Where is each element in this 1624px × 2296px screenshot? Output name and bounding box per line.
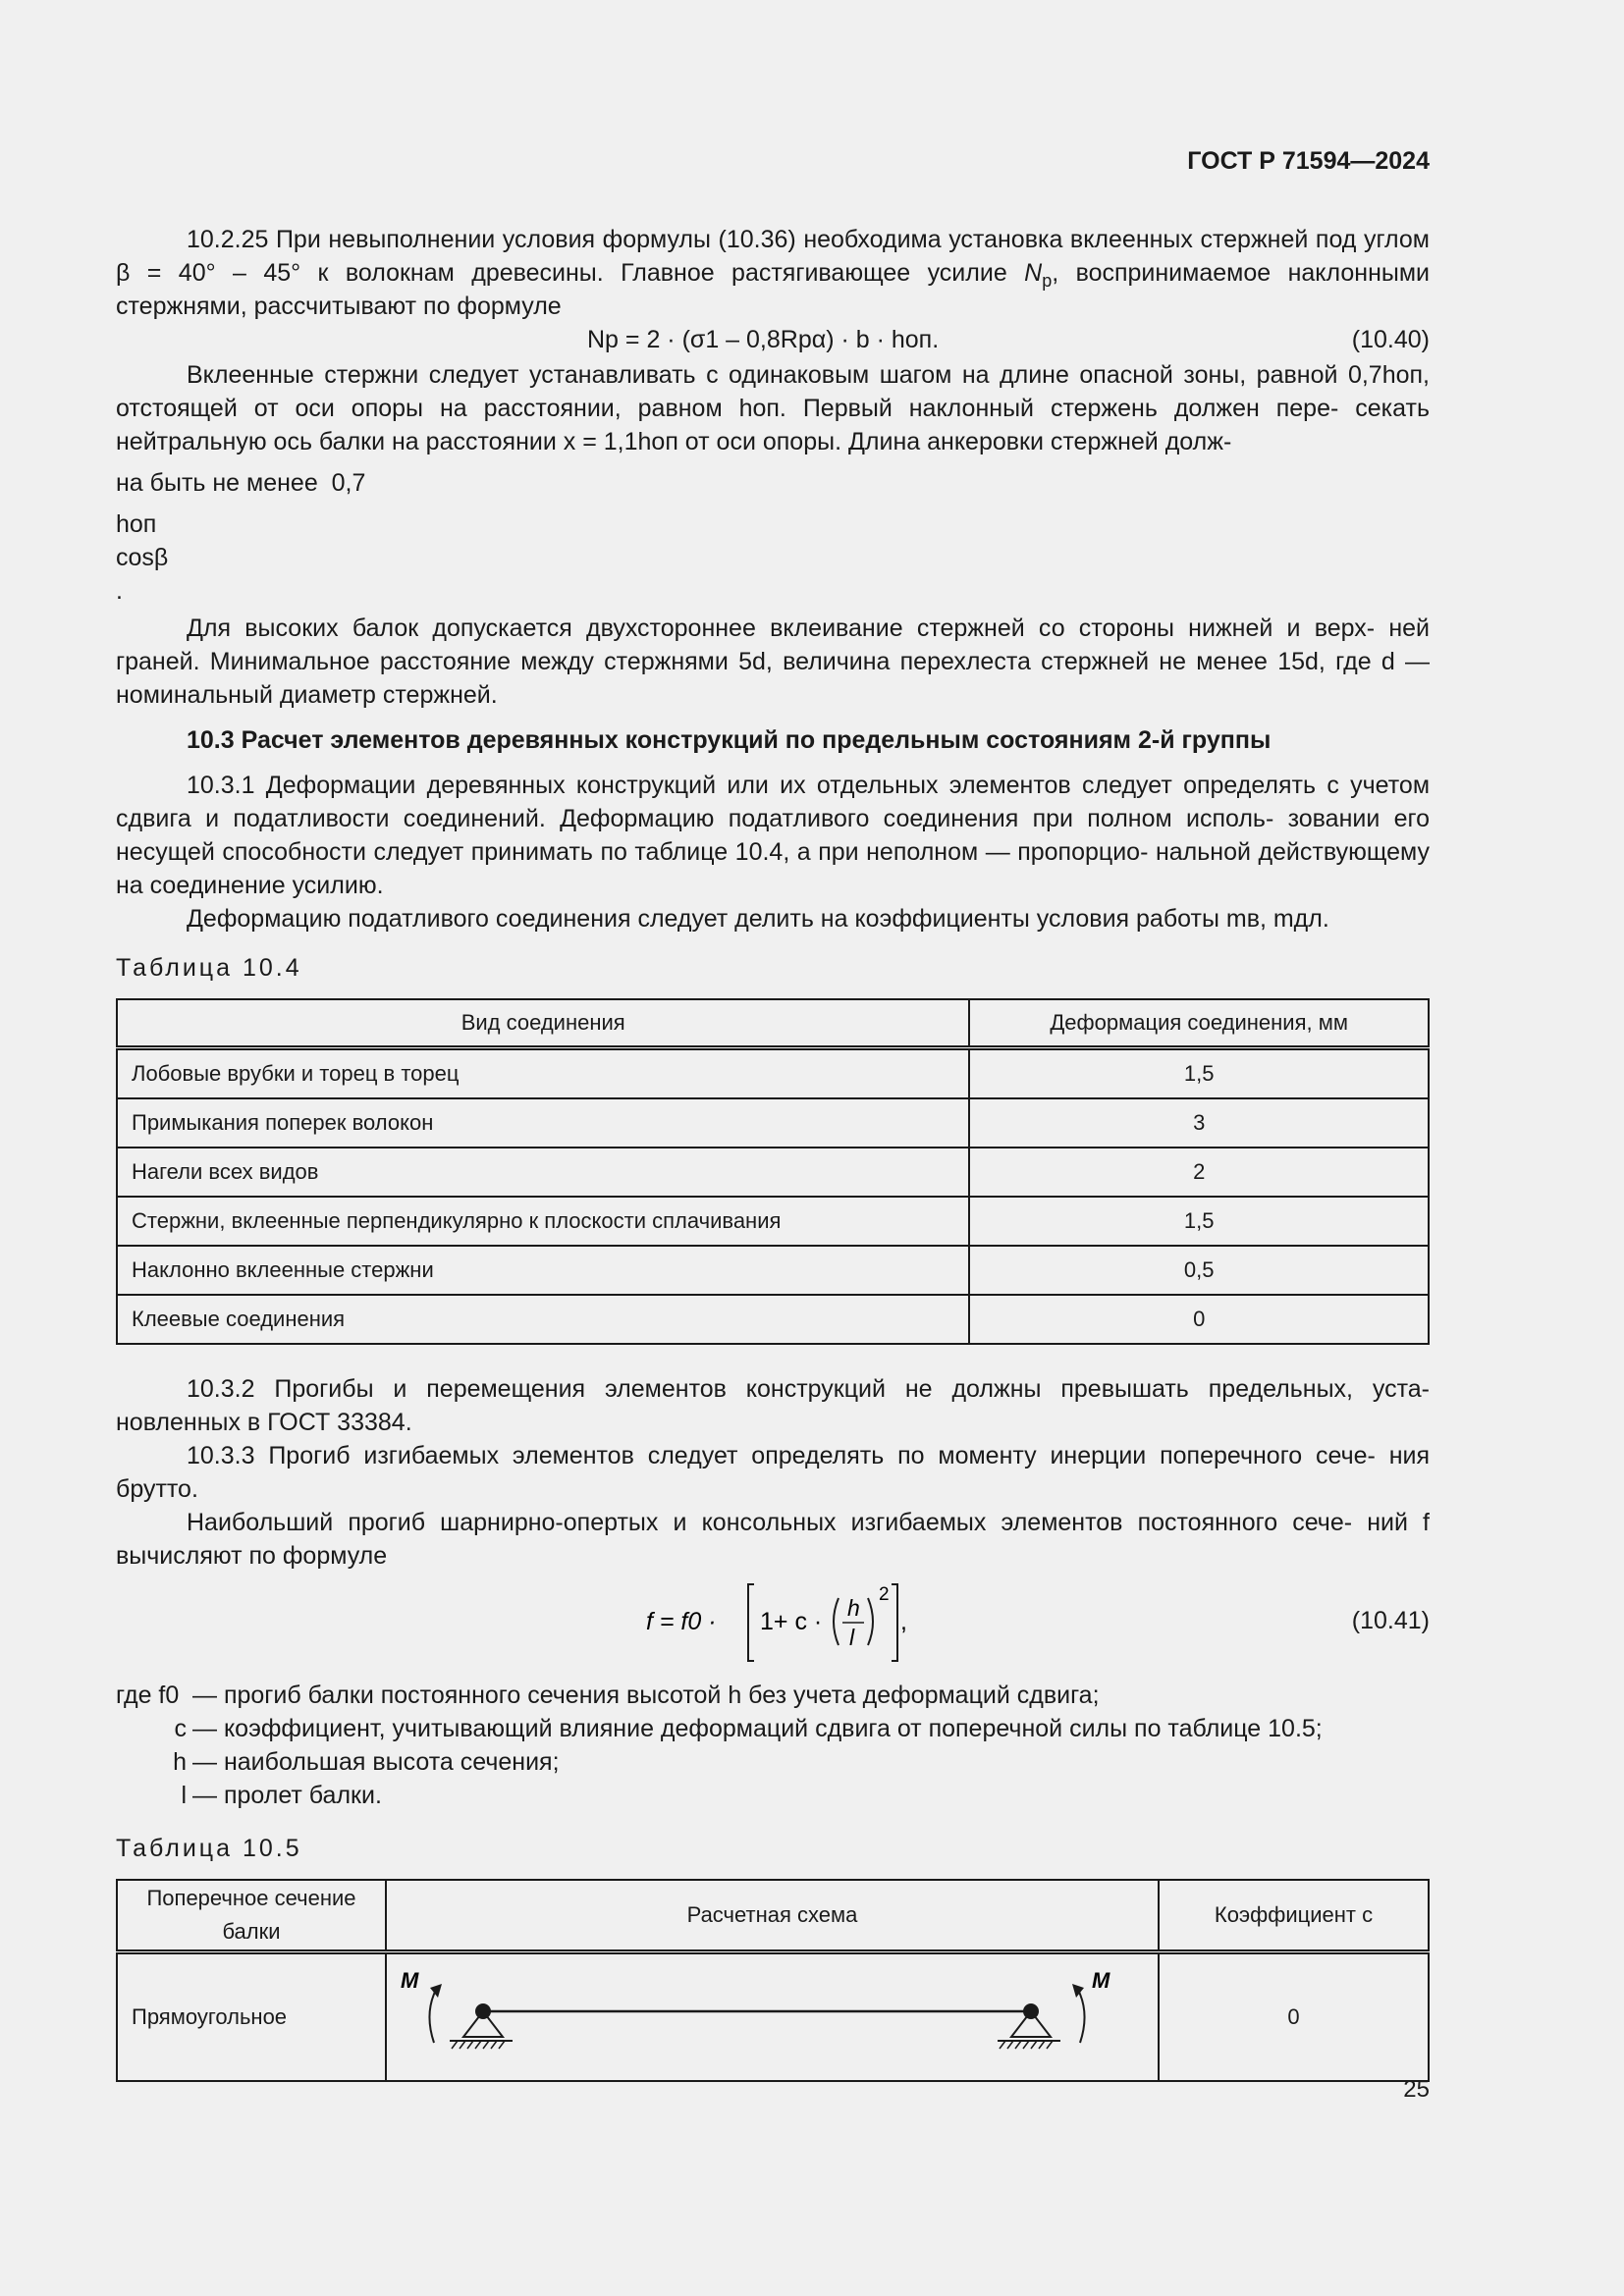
table-row: Наклонно вклеенные стержни 0,5: [117, 1246, 1429, 1295]
list-item: l — пролет балки.: [181, 1782, 382, 1809]
beam-scheme-cell: [386, 1952, 1159, 2082]
anchor-length-line: на быть не менее 0,7: [116, 469, 366, 497]
formula-graphic: [646, 1573, 1058, 1671]
table-row: Нагели всех видов 2: [117, 1148, 1429, 1197]
document-id: ГОСТ Р 71594—2024: [1187, 147, 1430, 175]
table-caption: Таблица 10.4: [116, 954, 302, 982]
formula-numerator: h: [847, 1595, 860, 1621]
where-list: [116, 1679, 1430, 1812]
paragraph-10-3-1: 10.3.1 Деформации деревянных конструкций или их отдельных элементов следует определять с учетом сдвига и податливости соединений. Деформацию податливого соединения при полном исполь- зовании его несущей способности следует принимать по таблице 10.4, а при неполном — пропорцио- нальной действующему на соединение усилию.: [116, 772, 1431, 899]
section-heading: 10.3 Расчет элементов деревянных конструкций по предельным состояниям 2-й группы: [187, 726, 1272, 754]
column-header: Вид соединения: [117, 999, 969, 1048]
column-header: Деформация соединения, мм: [969, 999, 1429, 1048]
left-moment-label: M: [401, 1968, 419, 1993]
table-header-row: [117, 999, 1429, 1048]
paragraph-10-3-2: 10.3.2 Прогибы и перемещения элементов конструкций не должны превышать предельных, уста- новленных в ГОСТ 33384.: [116, 1375, 1430, 1436]
table-header-row: [117, 1880, 1429, 1952]
right-moment-label: M: [1092, 1968, 1110, 1993]
paragraph-rods: Вклеенные стержни следует устанавливать с одинаковым шагом на длине опасной зоны, равной 0,7hоп, отстоящей от оси опоры на расстоянии, равном hоп. Первый наклонный стержень должен пере- секать нейтральную ось балки на расстоянии x = 1,1hоп от оси опоры. Длина анкеровки стержней долж-: [116, 361, 1430, 455]
table-10-4: [116, 998, 1430, 1345]
page-number: 25: [1403, 2076, 1430, 2103]
table-10-5: [116, 1879, 1430, 2082]
column-header: Коэффициент c: [1159, 1880, 1429, 1952]
table-caption: Таблица 10.5: [116, 1835, 302, 1862]
formula-10-41: [116, 1573, 1430, 1671]
formula-lhs: f = f0 ·: [646, 1608, 717, 1635]
formula-tail: ,: [900, 1608, 907, 1635]
formula-number: (10.41): [1351, 1607, 1430, 1634]
beam-diagram: [387, 1954, 1156, 2070]
paragraph-10-3-3: 10.3.3 Прогиб изгибаемых элементов следует определять по моменту инерции поперечного сече- ния брутто.: [116, 1442, 1430, 1503]
paragraph-high-beams: Для высоких балок допускается двухстороннее вклеивание стержней со стороны нижней и верх- ней граней. Минимальное расстояние между стержнями 5d, величина перехлеста стержней не менее 15d, где d — номинальный диаметр стержней.: [116, 614, 1430, 709]
paragraph-10-2-25: 10.2.25 При невыполнении условия формулы (10.36) необходима установка вклеенных стержней под углом β = 40° – 45° к волокнам древесины. Главное растягивающее усилие $N_р$, воспринимаемое наклонными стержнями, рассчитывают по формуле: [116, 226, 1430, 320]
formula-denominator: l: [849, 1625, 855, 1650]
left-moment-arrow: [429, 1990, 436, 2043]
table-row: Лобовые врубки и торец в торец 1,5: [117, 1048, 1429, 1099]
column-header: Поперечное сечение балки: [117, 1880, 386, 1952]
right-moment-arrow: [1078, 1990, 1085, 2043]
formula-number: (10.40): [1351, 326, 1430, 353]
paragraph-max-deflection: Наибольший прогиб шарнирно-опертых и консольных изгибаемых элементов постоянного сече- ний f вычисляют по формуле: [116, 1509, 1430, 1570]
body-text: 10.2.25 При невыполнении условия формулы (10.36) необходима установка вклеенных стержней под углом β = 40° – 45° к волокнам древесины. Главное растягивающее усилие $N_р$, воспринимаемое наклонными стержнями, рассчитывают по формуле Nр = 2 · (σ1 – 0,8Rрα) · b · hоп. (10.40) Вклеенные стержни следует устанавливать с одинаковым шагом на длине опасной зоны, равной 0,7hоп, отстоящей от оси опоры на расстоянии, равном hоп. Первый наклонный стержень должен пере- секать нейтральную ось балки на расстоянии x = 1,1hоп от оси опоры. Длина анкеровки стержней долж- на быть не менее 0,7 hоп cosβ . Для высоких балок допускается двухстороннее вклеивание стержней со стороны нижней и верх- ней граней. Минимальное расстояние между стержнями 5d, величина перехлеста стержней не менее 15d, где d — номинальный диаметр стержней. 10.3 Расчет элементов деревянных конструкций по предельным состояниям 2-й группы 10.3.1 Деформации деревянных конструкций или их отдельных элементов следует определять с учетом сдвига и податливости соединений. Деформацию податливого соединения при полном исполь- зовании его несущей способности следует принимать по таблице 10.4, а при неполном — пропорцио- нальной действующему на соединение усилию. Деформацию податливого соединения следует делить на коэффициенты условия работы mв, mдл. Таблица 10.4 Вид соединения Деформация соединения, мм Лобовые врубки и торец в торец 1,5 Примыкания поперек волокон 3 Нагели всех видов 2 Стержни, вклеенные перпендикулярно к плоскости сплачивания 1,5 Наклонно вклеенные стержни 0,5 Клеевые соединения 0 10.3.2 Прогибы и перемещения элементов конструкций не должны превышать предельных, уста- новленных в ГОСТ 33384. 10.3.3 Прогиб изгибаемых элементов следует определять по моменту инерции поперечного сече- ния брутто. Наибольший прогиб шарнирно-опертых и консольных изгибаемых элементов постоянного сече- ний f вычисляют по формуле f = f0 · 1+ c · h l 2 , (10.41) где f0 — прогиб балки постоянного сечения высотой h без учета деформаций сдвига; c — коэффициент, учитывающий влияние деформаций сдвига от поперечной силы по таблице 10.5; h — наибольшая высота сечения; l — пролет балки. Таблица 10.5 Поперечное сечение балки Расчетная схема Коэффициент c Прямоугольное M M 0: [116, 223, 1430, 2082]
paragraph-deformation: Деформацию податливого соединения следует делить на коэффициенты условия работы mв, mдл.: [187, 905, 1329, 933]
table-row: Примыкания поперек волокон 3: [117, 1098, 1429, 1148]
column-header: Расчетная схема: [386, 1880, 1159, 1952]
table-row: Прямоугольное M M 0: [117, 1952, 1429, 2082]
list-item: c — коэффициент, учитывающий влияние деформаций сдвига от поперечной силы по таблице 10.5;: [174, 1715, 1323, 1742]
list-item: где f0 — прогиб балки постоянного сечения высотой h без учета деформаций сдвига;: [116, 1682, 1100, 1709]
table-row: Стержни, вклеенные перпендикулярно к плоскости сплачивания 1,5: [117, 1197, 1429, 1246]
list-item: h — наибольшая высота сечения;: [173, 1748, 560, 1776]
formula-one-plus: 1+ c ·: [760, 1608, 823, 1635]
formula-text: Nр = 2 · (σ1 – 0,8Rрα) · b · hоп.: [587, 326, 940, 353]
table-row: Клеевые соединения 0: [117, 1295, 1429, 1344]
formula-10-40: [116, 323, 1430, 358]
formula-power: 2: [879, 1584, 890, 1605]
